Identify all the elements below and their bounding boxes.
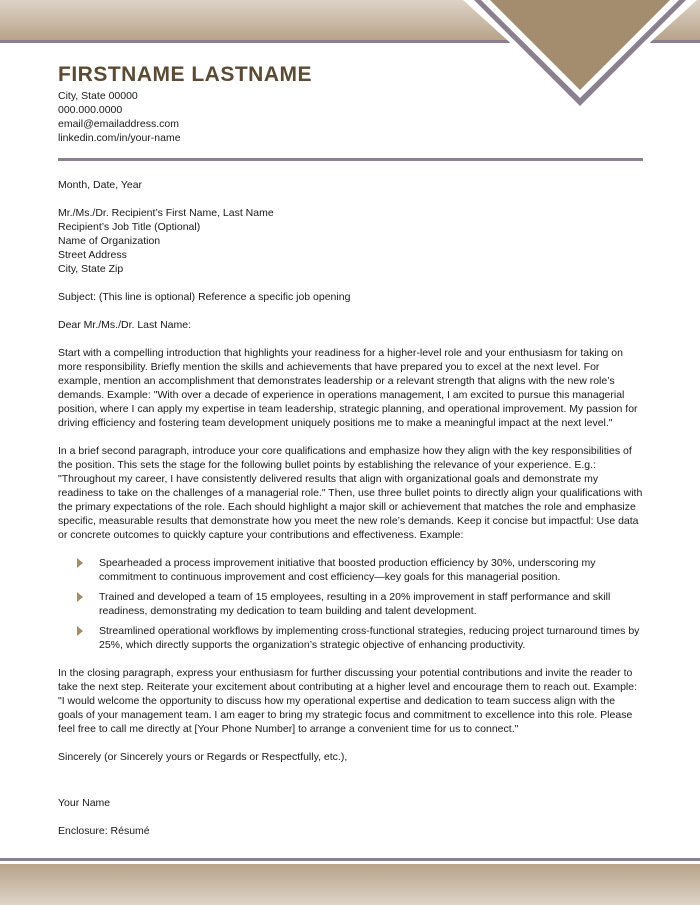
signature-name: Your Name: [58, 797, 111, 809]
bullet-arrow-icon: [77, 558, 83, 568]
subject-line: Subject: (This line is optional) Reference a specific job opening: [58, 291, 351, 303]
contact-linkedin[interactable]: linkedin.com/in/your-name: [58, 132, 181, 144]
recipient-title: Recipient’s Job Title (Optional): [58, 221, 201, 233]
contact-phone: 000.000.0000: [58, 104, 123, 116]
contact-city-state: City, State 00000: [58, 90, 138, 102]
enclosure-line: Enclosure: Résumé: [58, 825, 150, 837]
header-divider: [58, 158, 643, 161]
intro-paragraph: Start with a compelling introduction that highlights your readiness for a higher-level role and your enthusiasm for taking on more responsibility. Briefly mention the skills and achievements that have prepared you to excel at the next level. For example, mention an accomplishment that demonstrates leadership or a relevant strength that aligns with the new role’s demands. Example: "With over a decade of experience in operations management, I am excited to pursue this managerial position, where I can apply my expertise in team leadership, strategic planning, and operational improvement. My passion for driving efficiency and fostering team development uniquely positions me to make a meaningful impact at the next level.": [58, 347, 638, 429]
bullet-text: Trained and developed a team of 15 employees, resulting in a 20% improvement in staff performance and skill readiness, demonstrating my dedication to team building and talent development.: [99, 591, 611, 617]
contact-info: [58, 89, 181, 145]
contact-email[interactable]: email@emailaddress.com: [58, 118, 179, 130]
recipient-organization: Name of Organization: [58, 235, 161, 247]
list-item: [58, 590, 643, 618]
salutation: Dear Mr./Ms./Dr. Last Name:: [58, 319, 192, 331]
recipient-city-state-zip: City, State Zip: [58, 263, 124, 275]
letter-body: [58, 178, 643, 852]
achievement-list: [58, 556, 643, 652]
bullet-arrow-icon: [77, 626, 83, 636]
recipient-street: Street Address: [58, 249, 127, 261]
bullet-text: Streamlined operational workflows by implementing cross-functional strategies, reducing project turnaround times by 25%, which directly supports the organization’s strategic objective of enhancing productivity.: [99, 625, 640, 651]
bullet-arrow-icon: [77, 592, 83, 602]
list-item: [58, 556, 643, 584]
bullet-text: Spearheaded a process improvement initiative that boosted production efficiency by 30%, underscoring my commitment to continuous improvement and cost efficiency—key goals for this managerial position.: [99, 557, 596, 583]
complimentary-close: Sincerely (or Sincerely yours or Regards or Respectfully, etc.),: [58, 751, 348, 763]
recipient-name: Mr./Ms./Dr. Recipient’s First Name, Last Name: [58, 207, 274, 219]
qualifications-paragraph: In a brief second paragraph, introduce your core qualifications and emphasize how they align with the key responsibilities of the position. This sets the stage for the following bullet points by establishing the relevance of your experience. E.g.: "Throughout my career, I have consistently delivered results that align with organizational goals and demonstrate my readiness to take on the challenges of a managerial role." Then, use three bullet points to directly align your qualifications with the primary expectations of the role. Each should highlight a major skill or achievement that matches the role and emphasize specific, measurable results that demonstrate how you meet the new role’s demands. Keep it concise but impactful: Use data or concrete outcomes to quickly capture your contributions and effectiveness. Example:: [58, 445, 643, 541]
letter-date: Month, Date, Year: [58, 179, 143, 191]
bottom-decorative-band: [0, 864, 700, 905]
list-item: [58, 624, 643, 652]
applicant-name: FIRSTNAME LASTNAME: [58, 63, 312, 86]
closing-paragraph: In the closing paragraph, express your enthusiasm for further discussing your potential contributions and invite the reader to take the next step. Reiterate your excitement about contributing at a higher level and encourage them to reach out. Example: "I would welcome the opportunity to discuss how my operational expertise and dedication to team success align with the goals of your management team. I am eager to bring my strategic focus and commitment to excellence into this role. Please feel free to call me directly at [Your Phone Number] to arrange a convenient time for us to connect.": [58, 667, 638, 735]
recipient-block: [58, 206, 643, 276]
bottom-divider-line: [0, 858, 700, 861]
